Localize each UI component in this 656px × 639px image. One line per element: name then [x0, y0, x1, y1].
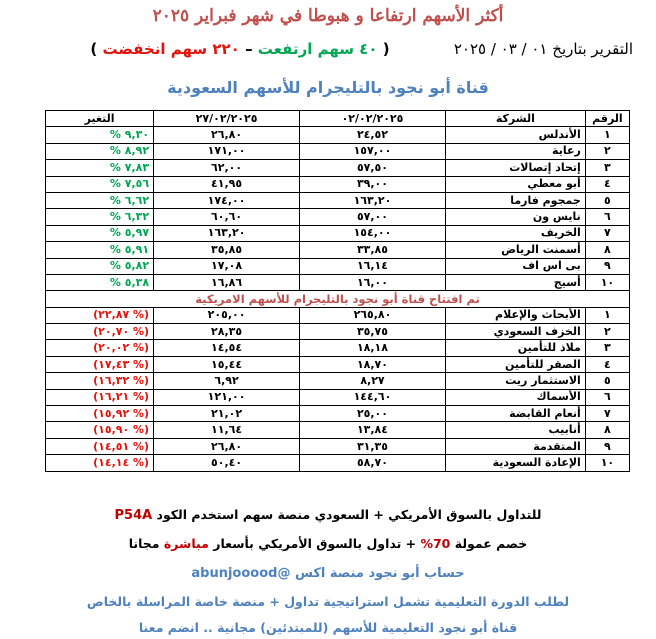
price-end: ١٦٣,٢٠ [154, 225, 300, 241]
change-value [46, 340, 154, 356]
table-row [46, 324, 630, 340]
company-name: جمجوم فارما [445, 192, 585, 208]
change-value [46, 160, 154, 176]
company-name: أسيج [445, 274, 585, 290]
row-number: ٨ [585, 242, 629, 258]
change-text: (٢٠,٧٠ %) [93, 324, 150, 338]
table-row [46, 258, 630, 274]
row-number: ٣ [585, 340, 629, 356]
x-account-handle[interactable]: @abunjooood [191, 566, 291, 581]
price-start: ٢٥,٠٠ [300, 406, 446, 422]
company-name: الخزف السعودي [445, 324, 585, 340]
price-start: ١٤٤,٦٠ [300, 389, 446, 405]
table-row [46, 209, 630, 225]
price-start: ١٣,٨٤ [300, 422, 446, 438]
summary-close: ) [90, 40, 103, 58]
table-row [46, 340, 630, 356]
price-start: ٨,٢٧ [300, 373, 446, 389]
row-number: ١٠ [585, 455, 629, 471]
separator-row [46, 291, 630, 307]
change-text: % ٥,٣٨ [109, 275, 150, 289]
change-value [46, 192, 154, 208]
price-start: ٥٧,٥٠ [300, 160, 446, 176]
price-end: ١٥,٤٤ [154, 356, 300, 372]
losers-body [46, 307, 630, 471]
change-text: (١٦,٣٢ %) [93, 373, 150, 387]
rise-fall-summary [60, 40, 420, 58]
row-number: ٧ [585, 225, 629, 241]
change-value [46, 356, 154, 372]
header-company: الشركة [445, 111, 585, 127]
price-start: ٥٨,٧٠ [300, 455, 446, 471]
price-start: ١٨,١٨ [300, 340, 446, 356]
company-name: إتحاد إتصالات [445, 160, 585, 176]
promo-code: P54A [114, 508, 153, 523]
change-text: % ٧,٨٣ [109, 160, 150, 174]
company-name: المتقدمة [445, 438, 585, 454]
promo-discount-c: مجانا [128, 536, 164, 551]
row-number: ٤ [585, 356, 629, 372]
change-text: (١٤,١٤ %) [93, 455, 150, 469]
change-text: (٢٢,٨٧ %) [93, 308, 150, 322]
header-number: الرقم [585, 111, 629, 127]
price-start: ٣٥,٧٥ [300, 324, 446, 340]
company-name: رعاية [445, 143, 585, 159]
row-number: ٢ [585, 324, 629, 340]
change-text: % ٩,٣٠ [109, 128, 150, 142]
company-name: الصقر للتأمين [445, 356, 585, 372]
promo-discount-a: خصم عمولة [450, 536, 528, 551]
table-row [46, 176, 630, 192]
change-value [46, 406, 154, 422]
price-start: ١٥٧,٠٠ [300, 143, 446, 159]
promo-discount-b: + تداول بالسوق الأمريكي بأسعار [208, 536, 421, 551]
price-start: ١٦,١٤ [300, 258, 446, 274]
price-start: ١٦٣,٢٠ [300, 192, 446, 208]
change-text: (١٤,٥١ %) [93, 439, 150, 453]
company-name: أنعام القابضة [445, 406, 585, 422]
company-name: نايس ون [445, 209, 585, 225]
change-value [46, 176, 154, 192]
change-text: % ٥,٩١ [109, 242, 150, 256]
table-row [46, 242, 630, 258]
price-start: ٣٣,٨٥ [300, 242, 446, 258]
header-date1: ٠٢/٠٢/٢٠٢٥ [300, 111, 446, 127]
price-end: ١٧,٠٨ [154, 258, 300, 274]
row-number: ٣ [585, 160, 629, 176]
price-start: ٢٦٥,٨٠ [300, 307, 446, 323]
change-value [46, 422, 154, 438]
price-start: ٣٩,٠٠ [300, 176, 446, 192]
company-name: بى اس اف [445, 258, 585, 274]
company-name: أسمنت الرياض [445, 242, 585, 258]
row-number: ٧ [585, 406, 629, 422]
row-number: ٥ [585, 192, 629, 208]
promo-discount [0, 536, 656, 551]
price-start: ٢٤,٥٢ [300, 127, 446, 143]
table-row [46, 127, 630, 143]
change-text: (١٦,٢١ %) [93, 390, 150, 404]
company-name: أبو معطي [445, 176, 585, 192]
change-text: % ٥,٨٢ [109, 259, 150, 273]
change-value [46, 455, 154, 471]
change-text: (١٥,٩٠ %) [93, 423, 150, 437]
row-number: ٩ [585, 438, 629, 454]
change-value [46, 127, 154, 143]
table-row [46, 356, 630, 372]
change-value [46, 324, 154, 340]
row-number: ٤ [585, 176, 629, 192]
stock-table [45, 110, 630, 472]
change-value [46, 307, 154, 323]
price-end: ٢٨,٣٥ [154, 324, 300, 340]
price-start: ١٥٤,٠٠ [300, 225, 446, 241]
change-value [46, 438, 154, 454]
promo-trading-text: للتداول بالسوق الأمريكي + السعودي منصة سهم استخدم الكود [152, 507, 542, 522]
change-value [46, 373, 154, 389]
change-text: % ٧,٥٦ [109, 177, 150, 191]
course-info: لطلب الدورة التعليمية تشمل استراتيجية تداول + منصة خاصة المراسلة بالخاص [86, 594, 570, 609]
table-row [46, 438, 630, 454]
promo-discount-pct: 70% [420, 536, 451, 551]
price-end: ٦٢,٠٠ [154, 160, 300, 176]
price-end: ١٢١,٠٠ [154, 389, 300, 405]
price-end: ١٧١,٠٠ [154, 143, 300, 159]
row-number: ٢ [585, 143, 629, 159]
price-end: ٢٦,٨٠ [154, 438, 300, 454]
table-row [46, 143, 630, 159]
promo-discount-highlight: مباشرة [163, 536, 209, 551]
company-name: الإعادة السعودية [445, 455, 585, 471]
price-end: ٦٠,٦٠ [154, 209, 300, 225]
summary-sep: – [239, 40, 258, 58]
price-start: ٥٧,٠٠ [300, 209, 446, 225]
table-row [46, 160, 630, 176]
price-start: ١٨,٧٠ [300, 356, 446, 372]
row-number: ٦ [585, 389, 629, 405]
price-end: ٦,٩٢ [154, 373, 300, 389]
table-header-row [46, 111, 630, 127]
price-end: ٣٥,٨٥ [154, 242, 300, 258]
company-name: الأسماك [445, 389, 585, 405]
free-channel-info: قناة أبو نجود التعليمية للأسهم (للمبتدئين) مجانية .. انضم معنا [138, 620, 518, 635]
change-value [46, 274, 154, 290]
change-text: % ٥,٩٧ [109, 226, 150, 240]
price-end: ٥٠,٤٠ [154, 455, 300, 471]
table-row [46, 389, 630, 405]
price-start: ٣١,٣٥ [300, 438, 446, 454]
change-text: (١٧,٤٣ %) [93, 357, 150, 371]
change-text: (٢٠,٠٢ %) [93, 341, 150, 355]
company-name: الاستثمار ريت [445, 373, 585, 389]
price-end: ١٦,٨٦ [154, 274, 300, 290]
company-name: أنابيب [445, 422, 585, 438]
row-number: ١ [585, 307, 629, 323]
fall-count: ٢٢٠ سهم انخفضت [102, 40, 240, 58]
change-text: % ٦,٦٢ [109, 193, 150, 207]
change-value [46, 209, 154, 225]
company-name: ملاذ للتأمين [445, 340, 585, 356]
price-end: ١١,٦٤ [154, 422, 300, 438]
price-end: ٤١,٩٥ [154, 176, 300, 192]
table-row [46, 225, 630, 241]
row-number: ٨ [585, 422, 629, 438]
price-end: ١٤,٥٤ [154, 340, 300, 356]
table-row [46, 192, 630, 208]
table-row [46, 406, 630, 422]
row-number: ١ [585, 127, 629, 143]
page-title: أكثر الأسهم ارتفاعا و هبوطا في شهر فبراير ٢٠٢٥ [152, 6, 504, 26]
row-number: ١٠ [585, 274, 629, 290]
report-date: التقرير بتاريخ ٠١ / ٠٣ / ٢٠٢٥ [453, 40, 633, 58]
change-text: % ٦,٣٢ [109, 210, 150, 224]
change-text: (١٥,٩٢ %) [93, 406, 150, 420]
header-date2: ٢٧/٠٢/٢٠٢٥ [154, 111, 300, 127]
us-channel-notice: تم افتتاح قناة أبو نجود بالتليجرام للأسهم الامريكية [46, 291, 630, 307]
table-row [46, 422, 630, 438]
change-text: % ٨,٩٢ [109, 144, 150, 158]
channel-heading: قناة أبو نجود بالتليجرام للأسهم السعودية [167, 78, 489, 97]
company-name: الأبحاث والإعلام [445, 307, 585, 323]
rise-count: ٤٠ سهم ارتفعت [257, 40, 378, 58]
change-value [46, 242, 154, 258]
table-row [46, 373, 630, 389]
price-end: ٢٠٥,٠٠ [154, 307, 300, 323]
table-row [46, 455, 630, 471]
change-value [46, 389, 154, 405]
gainers-body [46, 127, 630, 291]
row-number: ٥ [585, 373, 629, 389]
row-number: ٩ [585, 258, 629, 274]
change-value [46, 225, 154, 241]
row-number: ٦ [585, 209, 629, 225]
change-value [46, 143, 154, 159]
summary-open: ( [377, 40, 390, 58]
promo-trading [0, 507, 656, 523]
company-name: الخريف [445, 225, 585, 241]
price-end: ١٧٤,٠٠ [154, 192, 300, 208]
x-account-text: حساب أبو نجود منصة اكس [290, 566, 465, 581]
company-name: الأندلس [445, 127, 585, 143]
price-start: ١٦,٠٠ [300, 274, 446, 290]
price-end: ٢١,٠٢ [154, 406, 300, 422]
x-account [0, 566, 656, 581]
table-row [46, 307, 630, 323]
table-row [46, 274, 630, 290]
header-change: التغير [46, 111, 154, 127]
price-end: ٢٦,٨٠ [154, 127, 300, 143]
change-value [46, 258, 154, 274]
